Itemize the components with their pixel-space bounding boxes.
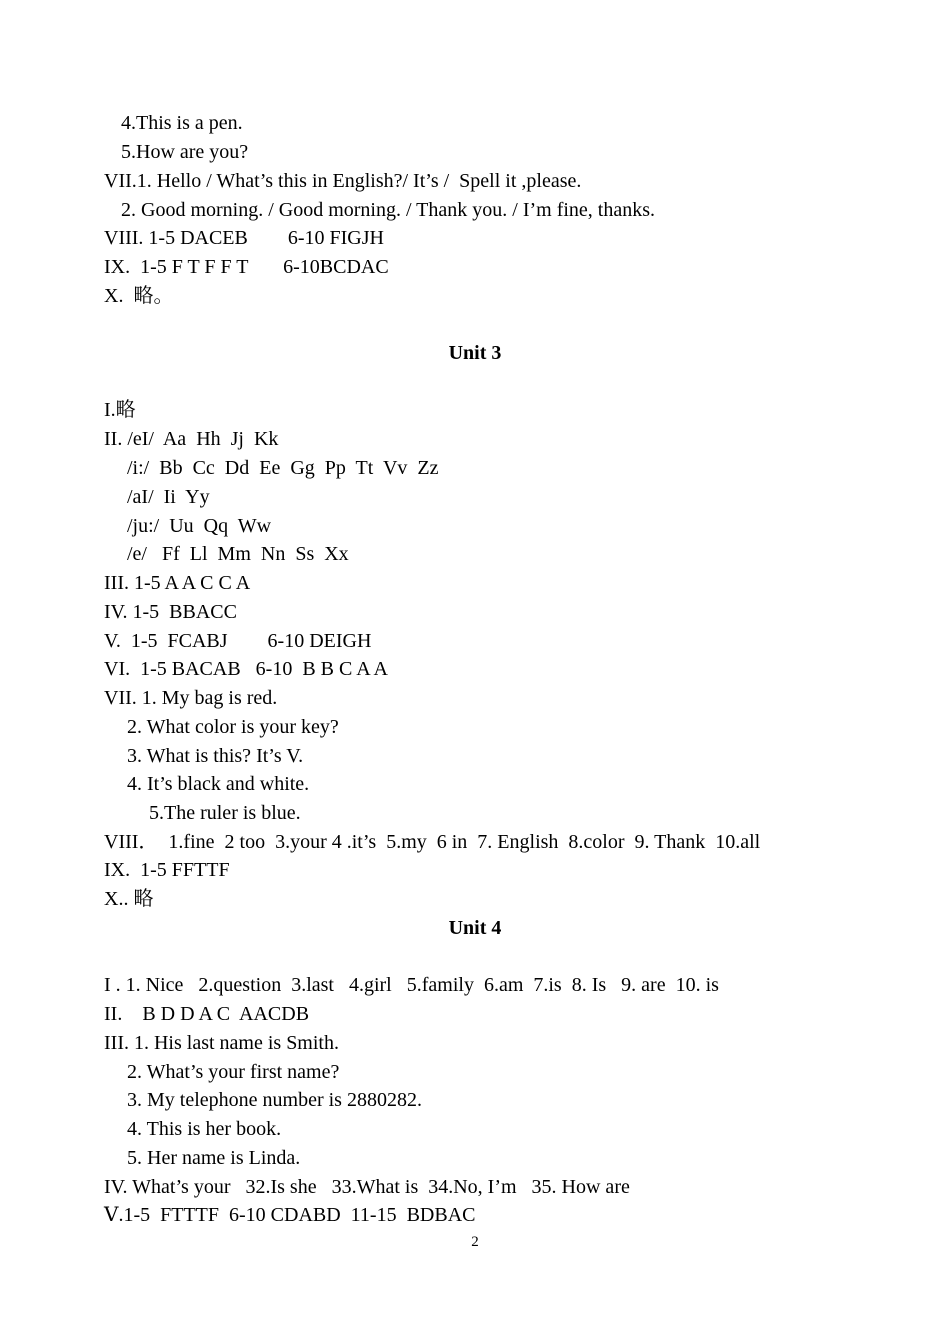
unit-3-heading: Unit 3 [448,342,502,364]
answer-line: V. 1-5 FCABJ 6-10 DEIGH [104,630,372,652]
answer-line: VIII. 1-5 DACEB 6-10 FIGJH [104,227,384,249]
answer-line: 5. Her name is Linda. [127,1147,301,1169]
answer-line: 4. This is her book. [127,1118,282,1140]
answer-line: III. 1. His last name is Smith. [104,1032,339,1054]
answer-line: /ju:/ Uu Qq Ww [127,515,272,537]
answer-line: /aI/ Ii Yy [127,486,210,508]
answer-line: VII.1. Hello / What’s this in English?/ It’s / Spell it ,please. [104,170,582,192]
answer-line: IX. 1-5 F T F F T 6-10BCDAC [104,256,389,278]
answer-line: /e/ Ff Ll Mm Nn Ss Xx [127,543,349,565]
answer-line: 2. What’s your first name? [127,1061,340,1083]
answer-line: 4.This is a pen. [121,112,243,134]
answer-line: IV. 1-5 BBACC [104,601,237,623]
answer-line: IX. 1-5 FFTTF [104,859,230,881]
answer-line: III. 1-5 A A C C A [104,572,251,594]
answer-line: VIII． 1.fine 2 too 3.your 4 .it’s 5.my 6 in 7. English 8.color 9. Thank 10.all [104,831,761,853]
answer-line: Ⅴ.1-5 FTTTF 6-10 CDABD 11-15 BDBAC [104,1204,476,1226]
answer-line: X. 略。 [104,285,174,307]
answer-line: VII. 1. My bag is red. [104,687,278,709]
page-number: 2 [471,1234,479,1250]
answer-line: VI. 1-5 BACAB 6-10 B B C A A [104,658,388,680]
answer-line: II. /eI/ Aa Hh Jj Kk [104,428,279,450]
answer-line: 3. My telephone number is 2880282. [127,1089,422,1111]
answer-line: 5.How are you? [121,141,249,163]
answer-line: I.略 [104,399,136,421]
unit-4-heading: Unit 4 [448,917,502,939]
answer-line: 4. It’s black and white. [127,773,310,795]
answer-line: 2. What color is your key? [127,716,339,738]
answer-line: II. B D D A C AACDB [104,1003,310,1025]
answer-line: 2. Good morning. / Good morning. / Thank you. / I’m fine, thanks. [121,199,656,221]
answer-line: I . 1. Nice 2.question 3.last 4.girl 5.family 6.am 7.is 8. Is 9. are 10. is [104,974,719,996]
answer-line: 3. What is this? It’s V. [127,745,304,767]
answer-line: IV. What’s your 32.Is she 33.What is 34.No, I’m 35. How are [104,1176,630,1198]
answer-line: 5.The ruler is blue. [149,802,301,824]
answer-line: /i:/ Bb Cc Dd Ee Gg Pp Tt Vv Zz [127,457,439,479]
answer-line: X.. 略 [104,888,154,910]
